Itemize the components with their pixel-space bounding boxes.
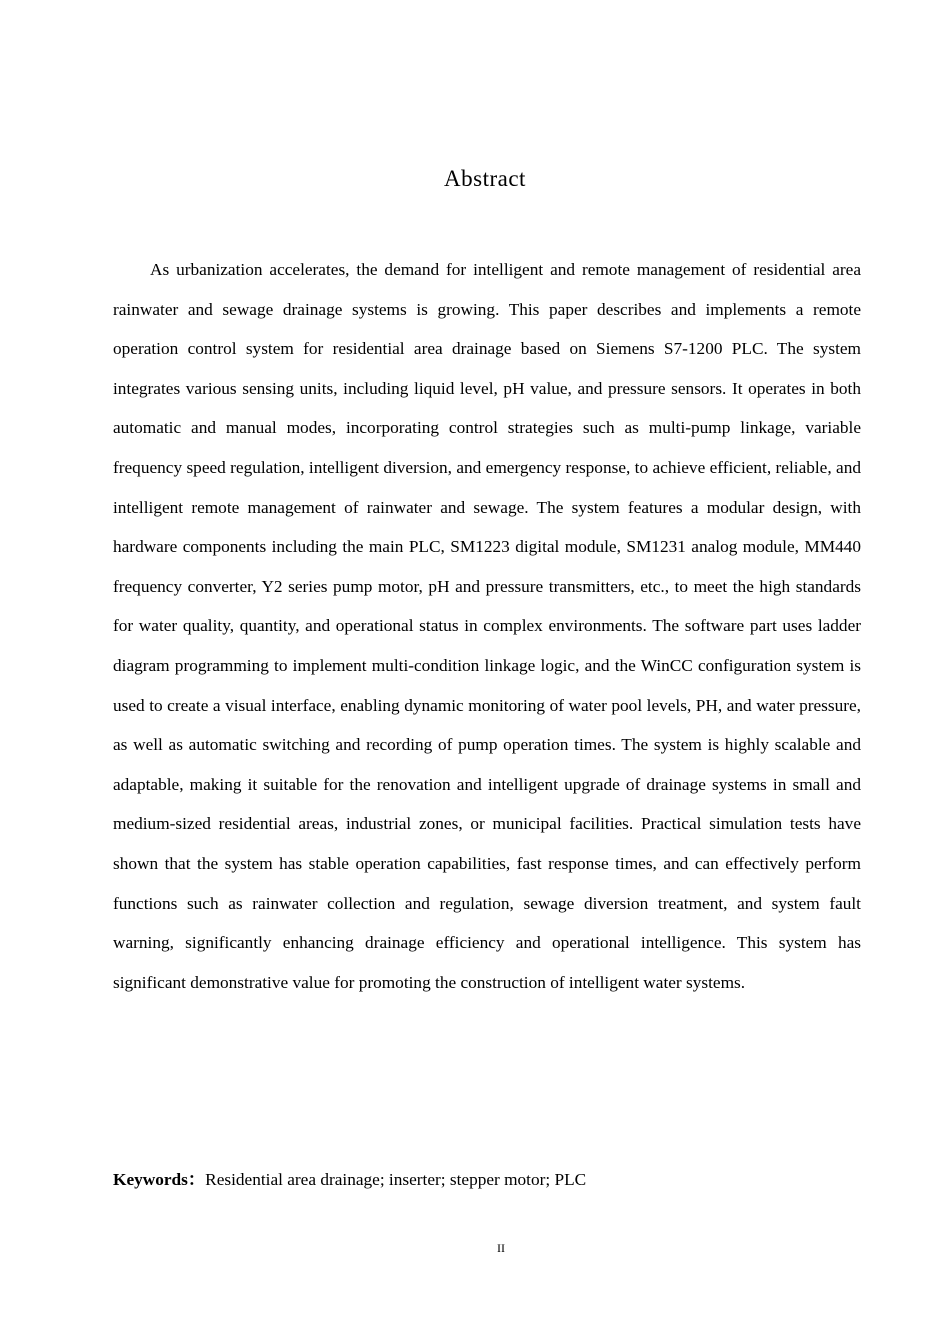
keywords-value: Residential area drainage; inserter; stepper motor; PLC [205,1170,587,1189]
keywords-label: Keywords： [113,1170,206,1189]
page-number: II [497,1241,505,1255]
abstract-body: As urbanization accelerates, the demand for intelligent and remote management of residential area rainwater and sewage drainage systems is growing. This paper describes and implements a remote operation control system for residential area drainage based on Siemens S7-1200 PLC. The system integrates various sensing units, including liquid level, pH value, and pressure sensors. It operates in both automatic and manual modes, incorporating control strategies such as multi-pump linkage, variable frequency speed regulation, intelligent diversion, and emergency response, to achieve efficient, reliable, and intelligent remote management of rainwater and sewage. The system features a modular design, with hardware components including the main PLC, SM1223 digital module, SM1231 analog module, MM440 frequency converter, Y2 series pump motor, pH and pressure transmitters, etc., to meet the high standards for water quality, quantity, and operational status in complex environments. The software part uses ladder diagram programming to implement multi-condition linkage logic, and the WinCC configuration system is used to create a visual interface, enabling dynamic monitoring of water pool levels, PH, and water pressure, as well as automatic switching and recording of pump operation times. The system is highly scalable and adaptable, making it suitable for the renovation and intelligent upgrade of drainage systems in small and medium-sized residential areas, industrial zones, or municipal facilities. Practical simulation tests have shown that the system has stable operation capabilities, fast response times, and can effectively perform functions such as rainwater collection and regulation, sewage diversion treatment, and system fault warning, significantly enhancing drainage efficiency and operational intelligence. This system has significant demonstrative value for promoting the construction of intelligent water systems. [113,260,861,992]
abstract-title: Abstract [444,166,526,191]
keywords-line [113,1166,861,1194]
